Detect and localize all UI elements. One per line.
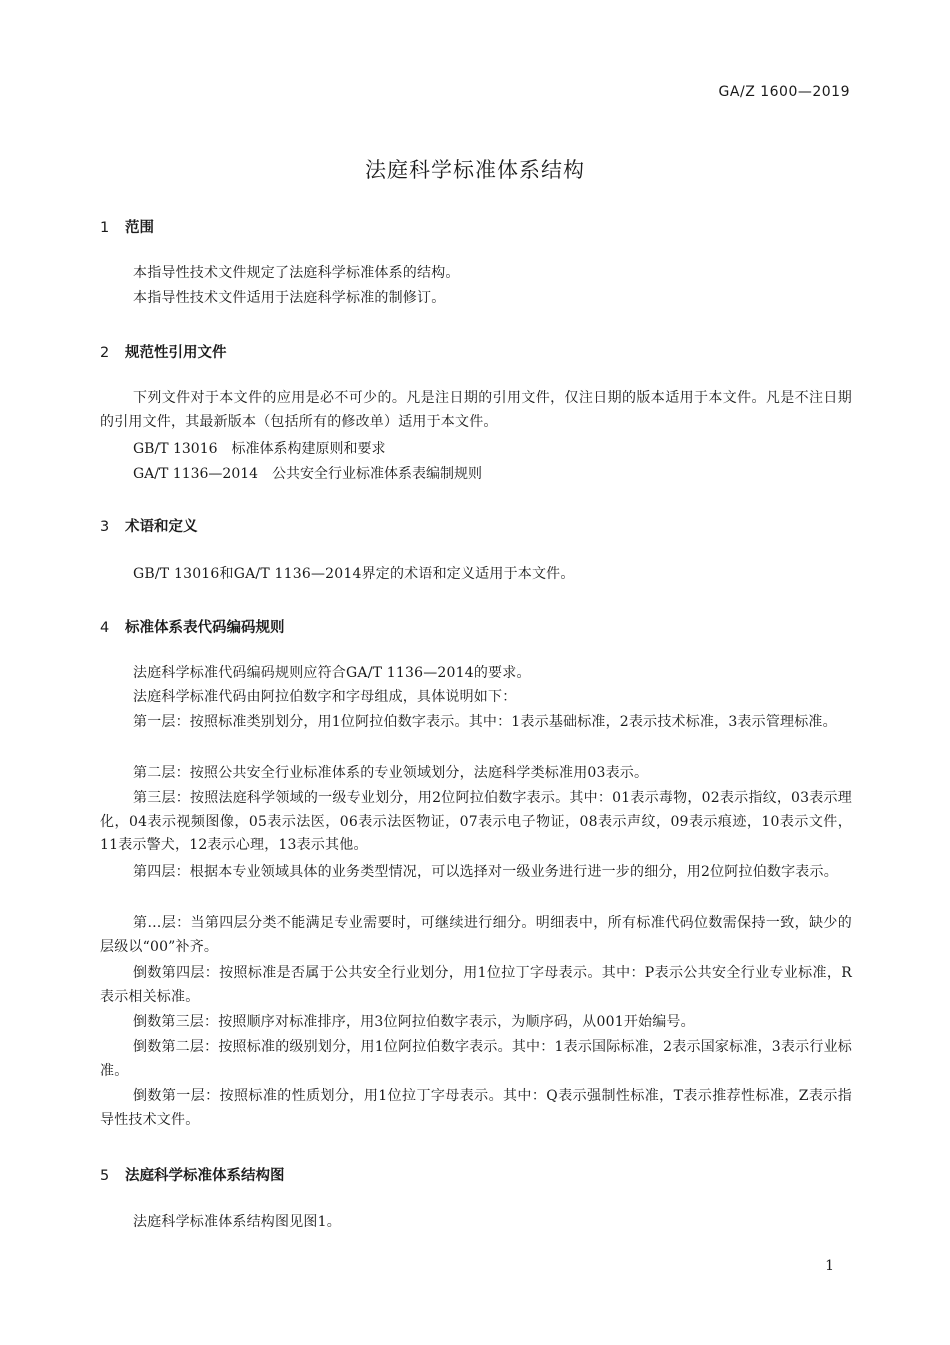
- reference-item: [133, 463, 482, 487]
- paragraph: GB/T 13016和GA/T 1136—2014界定的术语和定义适用于本文件。: [133, 566, 575, 582]
- section-heading-terms: [100, 515, 198, 536]
- paragraph: 倒数第一层：按照标准的性质划分，用1位拉丁字母表示。其中：Q表示强制性标准，T表示推荐性标准，Z表示指导性技术文件。: [100, 1088, 852, 1128]
- section-title: 规范性引用文件: [125, 345, 227, 361]
- section-title: 法庭科学标准体系结构图: [125, 1168, 285, 1184]
- section-number: 4: [100, 620, 110, 636]
- reference-title: 公共安全行业标准体系表编制规则: [272, 466, 483, 482]
- paragraph: 倒数第四层：按照标准是否属于公共安全行业划分，用1位拉丁字母表示。其中：P表示公共安全行业专业标准，R表示相关标准。: [100, 965, 852, 1005]
- section-heading-normative-references: [100, 341, 227, 362]
- paragraph: 第二层：按照公共安全行业标准体系的专业领域划分，法庭科学类标准用03表示。: [133, 765, 649, 781]
- paragraph: 本指导性技术文件适用于法庭科学标准的制修订。: [133, 290, 446, 306]
- section-heading-coding-rules: [100, 616, 285, 637]
- paragraph: 法庭科学标准代码由阿拉伯数字和字母组成，具体说明如下：: [133, 689, 517, 705]
- section-number: 5: [100, 1168, 110, 1184]
- paragraph: 法庭科学标准体系结构图见图1。: [133, 1214, 341, 1230]
- paragraph: 本指导性技术文件规定了法庭科学标准体系的结构。: [133, 265, 460, 281]
- reference-item: [133, 438, 386, 462]
- reference-code: GA/T 1136—2014: [133, 466, 259, 482]
- section-heading-structure-diagram: [100, 1164, 285, 1185]
- paragraph: 倒数第二层：按照标准的级别划分，用1位阿拉伯数字表示。其中：1表示国际标准，2表示国家标准，3表示行业标准。: [100, 1039, 852, 1079]
- page-number: 1: [825, 1258, 834, 1274]
- page-title: 法庭科学标准体系结构: [365, 158, 585, 182]
- reference-code: GB/T 13016: [133, 441, 218, 457]
- section-heading-scope: [100, 216, 154, 237]
- section-number: 2: [100, 345, 110, 361]
- section-number: 1: [100, 220, 110, 236]
- section-title: 标准体系表代码编码规则: [125, 620, 285, 636]
- document-code: GA/Z 1600—2019: [718, 84, 850, 100]
- section-title: 范围: [125, 220, 154, 236]
- section-title: 术语和定义: [125, 519, 198, 535]
- paragraph: 倒数第三层：按照顺序对标准排序，用3位阿拉伯数字表示，为顺序码，从001开始编号。: [133, 1014, 695, 1030]
- paragraph: 第…层：当第四层分类不能满足专业需要时，可继续进行细分。明细表中，所有标准代码位数需保持一致，缺少的层级以“00”补齐。: [100, 915, 852, 955]
- paragraph: 法庭科学标准代码编码规则应符合GA/T 1136—2014的要求。: [133, 665, 531, 681]
- section-number: 3: [100, 519, 110, 535]
- paragraph: 第四层：根据本专业领域具体的业务类型情况，可以选择对一级业务进行进一步的细分，用2位阿拉伯数字表示。: [133, 864, 838, 880]
- paragraph: 第一层：按照标准类别划分，用1位阿拉伯数字表示。其中：1表示基础标准，2表示技术标准，3表示管理标准。: [133, 714, 837, 730]
- reference-title: 标准体系构建原则和要求: [231, 441, 386, 457]
- paragraph: 下列文件对于本文件的应用是必不可少的。凡是注日期的引用文件，仅注日期的版本适用于本文件。凡是不注日期的引用文件，其最新版本（包括所有的修改单）适用于本文件。: [100, 390, 852, 430]
- paragraph: 第三层：按照法庭科学领域的一级专业划分，用2位阿拉伯数字表示。其中：01表示毒物，02表示指纹，03表示理化，04表示视频图像，05表示法医，06表示法医物证，07表示电子物证，08表示声纹，09表示痕迹，10表示文件，11表示警犬，12表示心理，13表示其他。: [100, 790, 852, 853]
